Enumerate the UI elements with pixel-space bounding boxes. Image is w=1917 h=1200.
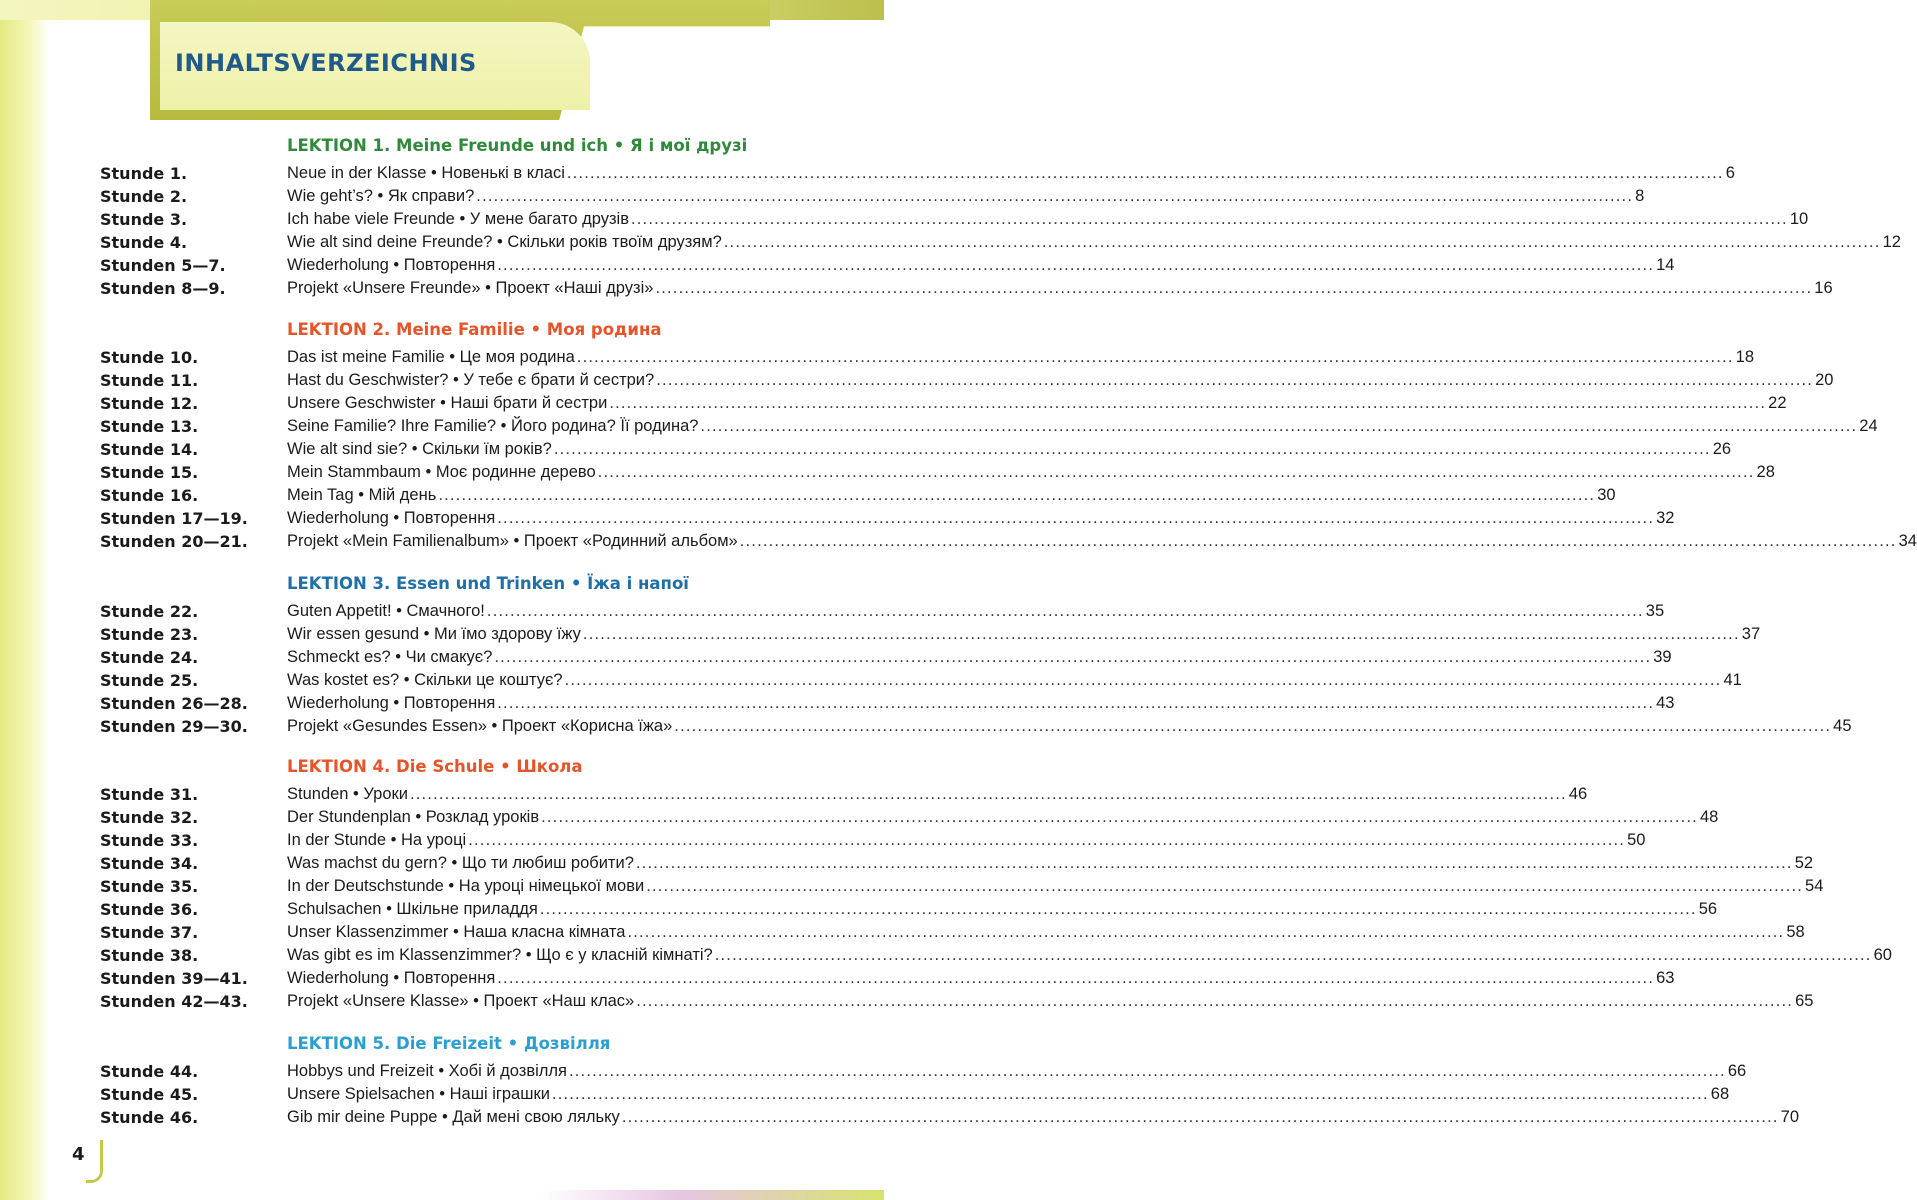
dot-leader: ........................................................................................................................................................................................................ — [486, 602, 1644, 620]
stunde-label: Stunde 13. — [100, 417, 199, 436]
stunde-label: Stunde 35. — [100, 877, 199, 896]
toc-entry — [287, 231, 1901, 254]
entry-page-number: 20 — [1815, 371, 1834, 389]
entry-page-number: 70 — [1780, 1108, 1800, 1126]
entry-page-number: 35 — [1645, 602, 1665, 620]
toc-row[interactable] — [0, 185, 1645, 208]
toc-entry — [287, 415, 1878, 438]
page-number: 4 — [72, 1144, 85, 1165]
entry-title: Mein Tag • Мій день — [287, 486, 437, 504]
entry-page-number: 16 — [1814, 279, 1833, 297]
toc-entry — [287, 692, 1675, 715]
entry-title: Der Stundenplan • Розклад уроків — [287, 808, 540, 826]
dot-leader: ........................................................................................................................................................................................................ — [568, 1062, 1726, 1080]
dot-leader: ........................................................................................................................................................................................................ — [497, 509, 1655, 527]
dot-leader: ........................................................................................................................................................................................................ — [553, 440, 1711, 458]
stunde-label: Stunde 23. — [100, 625, 199, 644]
entry-title: Guten Appetit! • Смачного! — [287, 602, 485, 620]
entry-page-number: 39 — [1653, 648, 1672, 666]
entry-page-number: 46 — [1568, 785, 1588, 803]
stunde-label: Stunden 17—19. — [100, 509, 248, 528]
toc-entry — [287, 208, 1809, 231]
entry-page-number: 18 — [1735, 348, 1755, 366]
stunde-label: Stunde 32. — [100, 808, 199, 827]
toc-entry — [287, 461, 1775, 484]
toc-entry — [287, 1083, 1730, 1106]
entry-page-number: 43 — [1656, 694, 1675, 712]
entry-title: Wiederholung • Повторення — [287, 969, 496, 987]
toc-entry — [287, 715, 1852, 738]
toc-entry — [287, 1106, 1800, 1129]
dot-leader: ........................................................................................................................................................................................................ — [539, 900, 1697, 918]
toc-entry — [287, 783, 1588, 806]
toc-entry — [287, 669, 1742, 692]
toc-entry — [287, 346, 1755, 369]
entry-page-number: 45 — [1833, 717, 1852, 735]
toc-entry — [287, 806, 1719, 829]
stunde-label: Stunden 42—43. — [100, 992, 248, 1011]
stunde-label: Stunde 22. — [100, 602, 199, 621]
toc-row[interactable] — [0, 530, 1917, 553]
entry-title: Was kostet es? • Скільки це коштує? — [287, 671, 563, 689]
entry-title: Projekt «Unsere Freunde» • Проект «Наші друзі» — [287, 279, 654, 297]
stunde-label: Stunde 11. — [100, 371, 199, 390]
toc-entry — [287, 646, 1672, 669]
toc-row[interactable] — [0, 692, 1675, 715]
dot-leader: ........................................................................................................................................................................................................ — [656, 371, 1814, 389]
stunde-label: Stunde 38. — [100, 946, 199, 965]
dot-leader: ........................................................................................................................................................................................................ — [409, 785, 1567, 803]
stunde-label: Stunden 5—7. — [100, 256, 226, 275]
toc-entry — [287, 277, 1833, 300]
entry-title: In der Deutschstunde • На уроці німецької мови — [287, 877, 645, 895]
entry-page-number: 24 — [1859, 417, 1878, 435]
dot-leader: ........................................................................................................................................................................................................ — [630, 210, 1788, 228]
dot-leader: ........................................................................................................................................................................................................ — [739, 532, 1897, 550]
stunde-label: Stunden 29—30. — [100, 717, 248, 736]
entry-page-number: 66 — [1727, 1062, 1747, 1080]
dot-leader: ........................................................................................................................................................................................................ — [438, 486, 1596, 504]
page-title: INHALTSVERZEICHNIS — [175, 49, 477, 77]
dot-leader: ........................................................................................................................................................................................................ — [497, 256, 1655, 274]
entry-page-number: 41 — [1723, 671, 1742, 689]
dot-leader: ........................................................................................................................................................................................................ — [541, 808, 1698, 826]
stunde-label: Stunde 25. — [100, 671, 199, 690]
toc-row[interactable] — [0, 415, 1878, 438]
dot-leader: ........................................................................................................................................................................................................ — [646, 877, 1804, 895]
entry-title: Hobbys und Freizeit • Хобі й дозвілля — [287, 1062, 567, 1080]
lektion-heading: LEKTION 4. Die Schule • Школа — [287, 757, 583, 776]
entry-title: Mein Stammbaum • Моє родинне дерево — [287, 463, 596, 481]
stunde-label: Stunde 34. — [100, 854, 199, 873]
toc-row[interactable] — [0, 277, 1833, 300]
stunde-label: Stunden 39—41. — [100, 969, 248, 988]
dot-leader: ........................................................................................................................................................................................................ — [476, 187, 1634, 205]
entry-page-number: 63 — [1656, 969, 1675, 987]
entry-page-number: 68 — [1710, 1085, 1730, 1103]
dot-leader: ........................................................................................................................................................................................................ — [494, 648, 1652, 666]
stunde-label: Stunde 45. — [100, 1085, 199, 1104]
entry-page-number: 52 — [1794, 854, 1814, 872]
dot-leader: ........................................................................................................................................................................................................ — [566, 164, 1724, 182]
entry-page-number: 50 — [1627, 831, 1646, 849]
toc-row[interactable] — [0, 623, 1761, 646]
stunde-label: Stunde 33. — [100, 831, 199, 850]
toc-row[interactable] — [0, 392, 1787, 415]
dot-leader: ........................................................................................................................................................................................................ — [674, 717, 1832, 735]
dot-leader: ........................................................................................................................................................................................................ — [621, 1108, 1779, 1126]
entry-title: Was machst du gern? • Що ти любиш робити? — [287, 854, 634, 872]
entry-title: Seine Familie? Ihre Familie? • Його родина? Її родина? — [287, 417, 699, 435]
toc-entry — [287, 1060, 1747, 1083]
stunde-label: Stunde 36. — [100, 900, 199, 919]
entry-page-number: 60 — [1873, 946, 1892, 964]
entry-title: Neue in der Klasse • Новенькі в класі — [287, 164, 565, 182]
lektion-heading: LEKTION 2. Meine Familie • Моя родина — [287, 320, 662, 339]
toc-row[interactable] — [0, 254, 1675, 277]
dot-leader: ........................................................................................................................................................................................................ — [714, 946, 1872, 964]
entry-page-number: 34 — [1898, 532, 1917, 550]
toc-row[interactable] — [0, 162, 1735, 185]
stunde-label: Stunde 46. — [100, 1108, 199, 1127]
stunde-label: Stunden 26—28. — [100, 694, 248, 713]
toc-row[interactable] — [0, 898, 1718, 921]
entry-title: Stunden • Уроки — [287, 785, 408, 803]
entry-title: Hast du Geschwister? • У тебе є брати й сестри? — [287, 371, 655, 389]
toc-row[interactable] — [0, 369, 1834, 392]
entry-title: Wiederholung • Повторення — [287, 256, 496, 274]
dot-leader: ........................................................................................................................................................................................................ — [627, 923, 1785, 941]
dot-leader: ........................................................................................................................................................................................................ — [609, 394, 1767, 412]
entry-page-number: 54 — [1805, 877, 1824, 895]
entry-page-number: 28 — [1756, 463, 1775, 481]
toc-row[interactable] — [0, 600, 1665, 623]
stunde-label: Stunde 14. — [100, 440, 199, 459]
entry-page-number: 30 — [1597, 486, 1616, 504]
toc-row[interactable] — [0, 944, 1892, 967]
entry-title: Projekt «Mein Familienalbum» • Проект «Родинний альбом» — [287, 532, 738, 550]
page-number-bracket — [86, 1140, 103, 1183]
entry-title: Wie alt sind deine Freunde? • Скільки років твоїм друзям? — [287, 233, 722, 251]
toc-entry — [287, 530, 1917, 553]
stunde-label: Stunde 37. — [100, 923, 199, 942]
toc-entry — [287, 185, 1645, 208]
bottom-decor-band — [540, 1190, 884, 1200]
toc-row[interactable] — [0, 669, 1742, 692]
toc-entry — [287, 921, 1805, 944]
toc-row[interactable] — [0, 875, 1824, 898]
lektion-heading: LEKTION 3. Essen und Trinken • Їжа і напої — [287, 574, 689, 593]
entry-title: In der Stunde • На уроці — [287, 831, 467, 849]
entry-title: Unser Klassenzimmer • Наша класна кімната — [287, 923, 626, 941]
toc-entry — [287, 944, 1892, 967]
stunde-label: Stunde 16. — [100, 486, 199, 505]
entry-page-number: 37 — [1741, 625, 1761, 643]
entry-page-number: 58 — [1786, 923, 1805, 941]
entry-page-number: 22 — [1768, 394, 1787, 412]
toc-entry — [287, 623, 1761, 646]
toc-row[interactable] — [0, 346, 1755, 369]
stunde-label: Stunde 1. — [100, 164, 188, 183]
stunde-label: Stunde 2. — [100, 187, 188, 206]
entry-title: Das ist meine Familie • Це моя родина — [287, 348, 575, 366]
entry-title: Schmeckt es? • Чи смакує? — [287, 648, 493, 666]
toc-entry — [287, 484, 1616, 507]
toc-entry — [287, 829, 1646, 852]
stunde-label: Stunde 31. — [100, 785, 199, 804]
dot-leader: ........................................................................................................................................................................................................ — [655, 279, 1813, 297]
toc-entry — [287, 507, 1675, 530]
toc-row[interactable] — [0, 231, 1901, 254]
entry-page-number: 6 — [1725, 164, 1735, 182]
dot-leader: ........................................................................................................................................................................................................ — [551, 1085, 1709, 1103]
toc-row[interactable] — [0, 646, 1672, 669]
dot-leader: ........................................................................................................................................................................................................ — [497, 694, 1655, 712]
lektion-heading: LEKTION 5. Die Freizeit • Дозвілля — [287, 1034, 611, 1053]
dot-leader: ........................................................................................................................................................................................................ — [576, 348, 1734, 366]
toc-entry — [287, 162, 1735, 185]
entry-page-number: 56 — [1698, 900, 1718, 918]
entry-title: Wiederholung • Повторення — [287, 509, 496, 527]
toc-row[interactable] — [0, 990, 1814, 1013]
toc-row[interactable] — [0, 852, 1814, 875]
entry-title: Wiederholung • Повторення — [287, 694, 496, 712]
toc-row[interactable] — [0, 507, 1675, 530]
toc-row[interactable] — [0, 829, 1646, 852]
entry-page-number: 26 — [1712, 440, 1732, 458]
lektion-heading: LEKTION 1. Meine Freunde und ich • Я і мої друзі — [287, 136, 748, 155]
stunde-label: Stunde 3. — [100, 210, 188, 229]
dot-leader: ........................................................................................................................................................................................................ — [700, 417, 1858, 435]
toc-row[interactable] — [0, 921, 1805, 944]
entry-title: Ich habe viele Freunde • У мене багато друзів — [287, 210, 629, 228]
toc-row[interactable] — [0, 967, 1675, 990]
dot-leader: ........................................................................................................................................................................................................ — [564, 671, 1722, 689]
entry-title: Wie geht’s? • Як справи? — [287, 187, 475, 205]
dot-leader: ........................................................................................................................................................................................................ — [723, 233, 1881, 251]
toc-row[interactable] — [0, 715, 1852, 738]
toc-entry — [287, 600, 1665, 623]
toc-row[interactable] — [0, 1060, 1747, 1083]
stunde-label: Stunde 10. — [100, 348, 199, 367]
entry-page-number: 10 — [1789, 210, 1809, 228]
page-number-badge — [70, 1140, 110, 1186]
toc-entry — [287, 438, 1732, 461]
toc-row[interactable] — [0, 208, 1809, 231]
dot-leader: ........................................................................................................................................................................................................ — [636, 992, 1794, 1010]
stunde-label: Stunde 44. — [100, 1062, 199, 1081]
toc-entry — [287, 990, 1814, 1013]
toc-entry — [287, 967, 1675, 990]
toc-row[interactable] — [0, 1083, 1730, 1106]
entry-page-number: 8 — [1635, 187, 1645, 205]
entry-title: Wie alt sind sie? • Скільки їм років? — [287, 440, 552, 458]
dot-leader: ........................................................................................................................................................................................................ — [497, 969, 1655, 987]
toc-entry — [287, 392, 1787, 415]
entry-page-number: 65 — [1795, 992, 1814, 1010]
entry-title: Gib mir deine Puppe • Дай мені свою ляльку — [287, 1108, 620, 1126]
entry-title: Projekt «Gesundes Essen» • Проект «Корисна їжа» — [287, 717, 673, 735]
toc-row[interactable] — [0, 438, 1732, 461]
toc-row[interactable] — [0, 484, 1616, 507]
toc-row[interactable] — [0, 783, 1588, 806]
entry-page-number: 12 — [1882, 233, 1901, 251]
entry-title: Wir essen gesund • Ми їмо здорову їжу — [287, 625, 581, 643]
toc-row[interactable] — [0, 461, 1775, 484]
dot-leader: ........................................................................................................................................................................................................ — [468, 831, 1626, 849]
dot-leader: ........................................................................................................................................................................................................ — [597, 463, 1755, 481]
entry-page-number: 32 — [1656, 509, 1675, 527]
toc-entry — [287, 254, 1675, 277]
stunde-label: Stunden 20—21. — [100, 532, 248, 551]
toc-entry — [287, 898, 1718, 921]
entry-title: Projekt «Unsere Klasse» • Проект «Наш клас» — [287, 992, 635, 1010]
entry-page-number: 48 — [1699, 808, 1719, 826]
toc-entry — [287, 875, 1824, 898]
entry-page-number: 14 — [1656, 256, 1675, 274]
stunde-label: Stunde 24. — [100, 648, 199, 667]
stunde-label: Stunde 4. — [100, 233, 188, 252]
entry-title: Schulsachen • Шкільне приладдя — [287, 900, 538, 918]
entry-title: Unsere Spielsachen • Наші іграшки — [287, 1085, 550, 1103]
stunde-label: Stunden 8—9. — [100, 279, 226, 298]
stunde-label: Stunde 12. — [100, 394, 199, 413]
dot-leader: ........................................................................................................................................................................................................ — [582, 625, 1740, 643]
toc-row[interactable] — [0, 1106, 1800, 1129]
entry-title: Was gibt es im Klassenzimmer? • Що є у класній кімнаті? — [287, 946, 713, 964]
toc-entry — [287, 369, 1834, 392]
entry-title: Unsere Geschwister • Наші брати й сестри — [287, 394, 608, 412]
toc-row[interactable] — [0, 806, 1719, 829]
toc-entry — [287, 852, 1814, 875]
dot-leader: ........................................................................................................................................................................................................ — [635, 854, 1793, 872]
stunde-label: Stunde 15. — [100, 463, 199, 482]
